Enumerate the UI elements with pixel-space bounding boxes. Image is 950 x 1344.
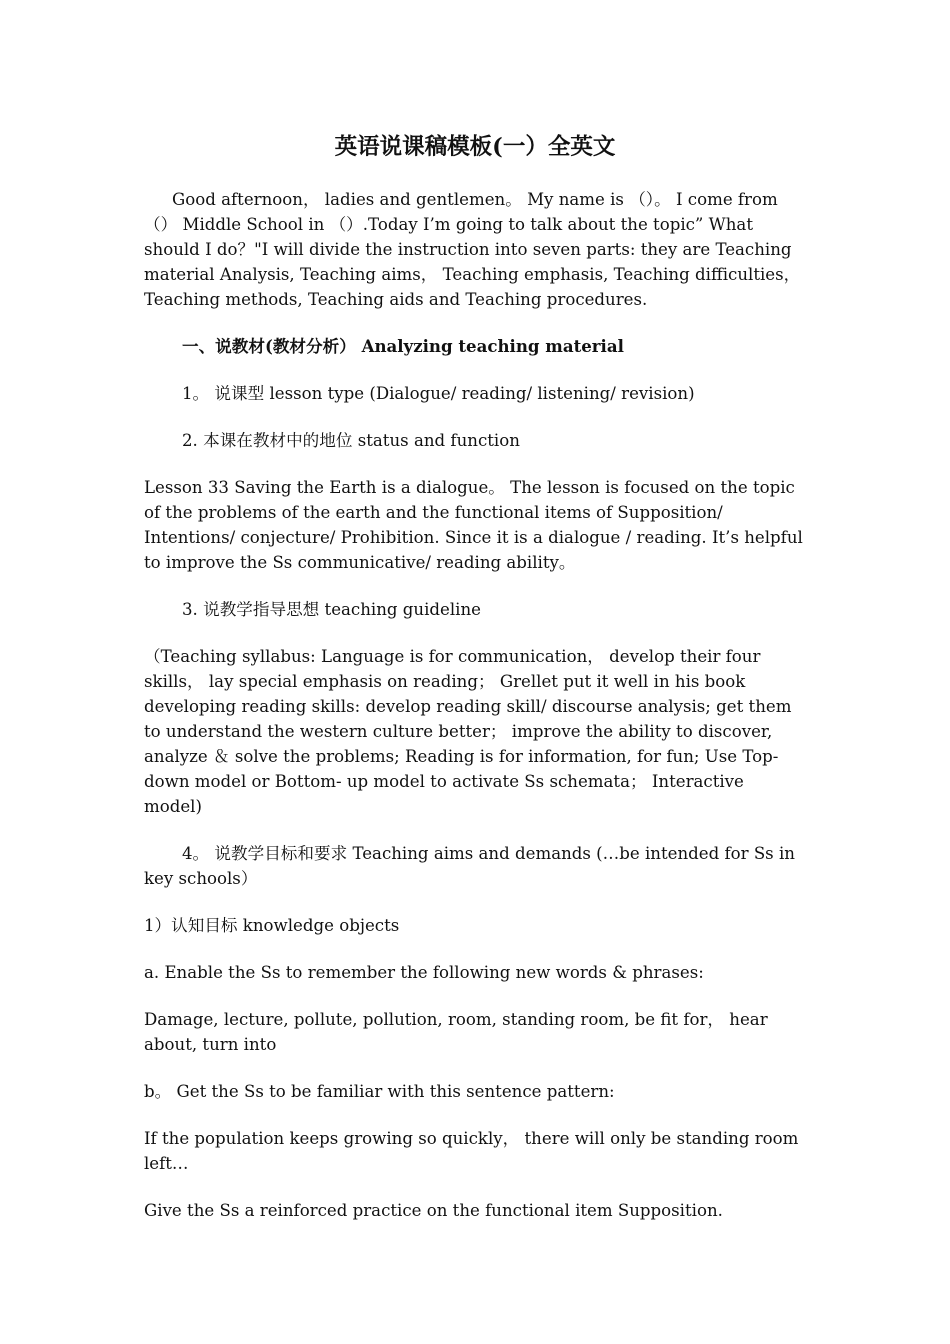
document-body xyxy=(144,130,806,1245)
item-status-function: 2. 本课在教材中的地位 status and function xyxy=(182,431,520,450)
document-title: 英语说课稿模板(一）全英文 xyxy=(334,134,616,160)
item-teaching-aims: 4。 说教学目标和要求 Teaching aims and demands (…be intended for Ss in key schools） xyxy=(144,844,795,888)
sub-a-words-phrases: a. Enable the Ss to remember the following new words & phrases: xyxy=(144,963,704,982)
lesson-paragraph: Lesson 33 Saving the Earth is a dialogue。 The lesson is focused on the topic of the problems of the earth and the functional items of Supposition/ Intentions/ conjecture/ Prohibition. Since it is a dialogue / reading. It’s helpful to improve the Ss communicative/ reading ability。 xyxy=(144,478,803,572)
item-lesson-type: 1。 说课型 lesson type (Dialogue/ reading/ listening/ revision) xyxy=(182,384,695,403)
guideline-paragraph: （Teaching syllabus: Language is for communication， develop their four skills， lay special emphasis on reading； Grellet put it well in his book developing reading skills: develop reading skill/ discourse analysis; get them to understand the western culture better； improve the ability to discover, analyze ＆ solve the problems; Reading is for information, for fun; Use Top- down model or Bottom- up model to activate Ss schemata； Interactive model) xyxy=(144,647,792,816)
sentence-pattern: If the population keeps growing so quickly， there will only be standing room left… xyxy=(144,1129,799,1173)
sub-b-sentence-pattern: b。 Get the Ss to be familiar with this sentence pattern: xyxy=(144,1082,615,1101)
section-heading-analyzing-material: 一、说教材(教材分析） Analyzing teaching material xyxy=(182,336,624,356)
practice-paragraph: Give the Ss a reinforced practice on the functional item Supposition. xyxy=(144,1201,723,1220)
words-list: Damage, lecture, pollute, pollution, room, standing room, be fit for， hear about, turn into xyxy=(144,1010,768,1054)
intro-paragraph: Good afternoon， ladies and gentlemen。 My name is （）。 I come from （） Middle School in （）.Today I’m going to talk about the topic” What should I do？"I will divide the instruction into seven parts: they are Teaching material Analysis, Teaching aims， Teaching emphasis, Teaching difficulties， Teaching methods, Teaching aids and Teaching procedures. xyxy=(144,190,801,309)
item-teaching-guideline: 3. 说教学指导思想 teaching guideline xyxy=(182,600,481,619)
sub-knowledge-objects: 1）认知目标 knowledge objects xyxy=(144,916,400,935)
